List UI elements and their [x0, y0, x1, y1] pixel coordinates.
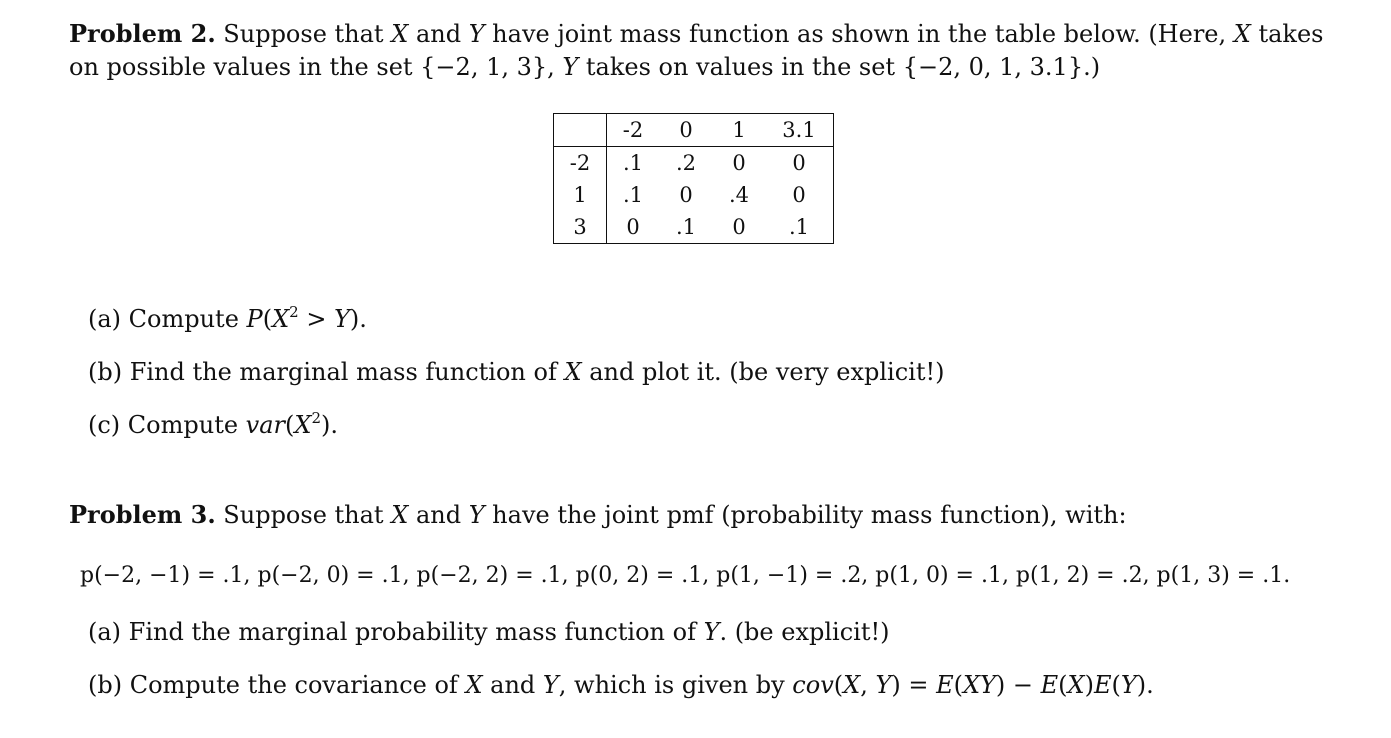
problem-2-part-a: (a) Compute $P(X^2 > Y)$. [88, 303, 367, 333]
table-row [554, 179, 834, 211]
table-header-row [554, 114, 834, 147]
joint-mass-table [553, 113, 834, 244]
table-cell: 0 [679, 183, 693, 207]
table-cell: .1 [622, 183, 644, 207]
table-cell: .1 [788, 215, 810, 239]
table-row-header: 3 [554, 211, 607, 244]
problem-3-part-b: (b) Compute the covariance of X and Y, which is given by cov(X, Y) = E(XY) − E(X)E(Y). [88, 671, 1154, 699]
problem-2-part-b: (b) Find the marginal mass function of X and plot it. (be very explicit!) [88, 358, 945, 386]
table-col-header: -2 [607, 114, 660, 147]
table-cell: .1 [622, 151, 644, 175]
table-cell: 0 [732, 215, 746, 239]
table-cell: 0 [792, 151, 806, 175]
table-col-header: 1 [713, 114, 765, 147]
problem-3-part-a: (a) Find the marginal probability mass function of Y. (be explicit!) [88, 618, 890, 646]
problem-3-statement: Problem 3. Suppose that X and Y have the joint pmf (probability mass function), with: [69, 500, 1127, 529]
table-col-header: 3.1 [765, 114, 834, 147]
table-row [554, 211, 834, 244]
table-corner-cell [554, 114, 607, 147]
problem-2-part-c: (c) Compute $var(X^2)$. [88, 409, 339, 439]
table-cell: .4 [728, 183, 750, 207]
problem-2-statement-line-2: on possible values in the set {−2, 1, 3}, Y takes on values in the set {−2, 0, 1, 3.1}.) [69, 53, 1101, 81]
table-row-header: 1 [554, 179, 607, 211]
problem-3-heading: Problem 3. [69, 500, 216, 529]
problem-2-heading: Problem 2. [69, 19, 216, 48]
table-row-header: -2 [554, 147, 607, 180]
problem-3-pmf-values: p(−2, −1) = .1, p(−2, 0) = .1, p(−2, 2) = .1, p(0, 2) = .1, p(1, −1) = .2, p(1, 0) = .1, p(1, 2) = .2, p(1, 3) = .1. [80, 563, 1291, 588]
table-cell: 0 [626, 215, 640, 239]
table-col-header: 0 [659, 114, 713, 147]
table-cell: 0 [732, 151, 746, 175]
table-cell: 0 [792, 183, 806, 207]
table-cell: .1 [675, 215, 697, 239]
table-row [554, 147, 834, 180]
table-cell: .2 [675, 151, 697, 175]
problem-2-statement-line-1: Problem 2. Suppose that X and Y have joint mass function as shown in the table below. (Here, X takes [69, 19, 1324, 48]
